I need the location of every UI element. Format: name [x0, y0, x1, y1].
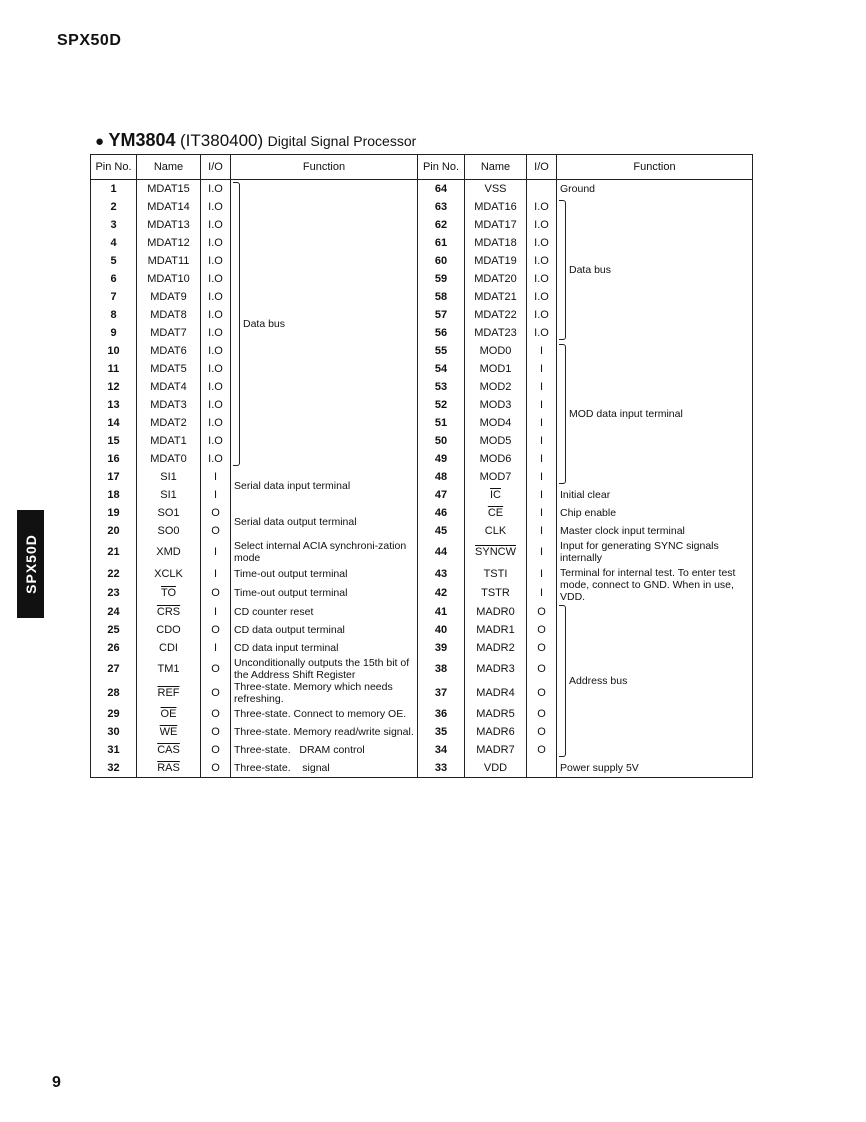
pin-no: 20	[91, 522, 137, 540]
function-label: Data bus	[243, 318, 286, 330]
pin-name: MDAT0	[137, 450, 201, 468]
pin-name: MADR1	[465, 621, 527, 639]
pin-io: O	[527, 657, 557, 681]
pin-io: I.O	[201, 288, 231, 306]
pin-io: I.O	[201, 342, 231, 360]
pin-io: O	[201, 681, 231, 705]
pin-name: CDI	[137, 639, 201, 657]
pin-io: I	[527, 396, 557, 414]
pin-no: 24	[91, 603, 137, 621]
pin-io: O	[201, 584, 231, 604]
pin-io: I.O	[201, 378, 231, 396]
function-text: Power supply 5V	[557, 759, 753, 778]
pin-no: 27	[91, 657, 137, 681]
pin-no: 47	[418, 486, 465, 504]
pin-no: 25	[91, 621, 137, 639]
function-text: CD counter reset	[231, 603, 418, 621]
pin-io: I.O	[201, 396, 231, 414]
function-text: Time-out output terminal	[231, 584, 418, 604]
pin-io: I	[527, 432, 557, 450]
pin-name: TSTR	[465, 584, 527, 604]
pin-io: I	[527, 522, 557, 540]
pin-no: 9	[91, 324, 137, 342]
function-address-bus	[557, 603, 753, 759]
function-text: Unconditionally outputs the 15th bit of the Address Shift Register	[231, 657, 418, 681]
pin-name: $\overline{CRS}$	[137, 603, 201, 621]
pin-io: I.O	[527, 324, 557, 342]
pin-io: I.O	[201, 180, 231, 199]
pin-io: I	[527, 564, 557, 584]
section-title	[95, 130, 416, 151]
pin-io: I	[527, 486, 557, 504]
function-text: Three-state. Memory read/write signal.	[231, 723, 418, 741]
pin-io: I.O	[527, 252, 557, 270]
pin-io: I	[201, 639, 231, 657]
table-row	[91, 522, 753, 540]
function-label: Address bus	[569, 675, 628, 687]
pin-no: 12	[91, 378, 137, 396]
pin-name: MDAT14	[137, 198, 201, 216]
pin-name: XMD	[137, 540, 201, 564]
pin-io: I.O	[201, 450, 231, 468]
pin-name: MDAT19	[465, 252, 527, 270]
pin-io: I	[527, 450, 557, 468]
pin-io: I	[527, 414, 557, 432]
function-text: Input for generating SYNC signals internally	[557, 540, 753, 564]
pin-no: 34	[418, 741, 465, 759]
pin-no: 6	[91, 270, 137, 288]
pin-io: I.O	[201, 360, 231, 378]
pin-table	[90, 154, 753, 778]
pin-name: MDAT21	[465, 288, 527, 306]
pin-name: MDAT7	[137, 324, 201, 342]
pin-name: CLK	[465, 522, 527, 540]
function-text: Three-state. Connect to memory OE.	[231, 705, 418, 723]
pin-io: O	[201, 741, 231, 759]
pin-name: XCLK	[137, 564, 201, 584]
pin-name: MADR6	[465, 723, 527, 741]
pin-io: I	[527, 540, 557, 564]
pin-name: $\overline{OE}$	[137, 705, 201, 723]
pin-io: I	[527, 584, 557, 604]
pin-name: TM1	[137, 657, 201, 681]
pin-io: I	[201, 486, 231, 504]
function-text: Serial data output terminal	[231, 504, 418, 540]
pin-no: 40	[418, 621, 465, 639]
function-text	[231, 759, 418, 778]
col-header: Name	[465, 155, 527, 180]
function-text: CD data output terminal	[231, 621, 418, 639]
pin-no: 56	[418, 324, 465, 342]
pin-name: MDAT23	[465, 324, 527, 342]
pin-name: MDAT10	[137, 270, 201, 288]
pin-io: I	[527, 468, 557, 486]
pin-io: I.O	[201, 324, 231, 342]
pin-io: I.O	[201, 198, 231, 216]
pin-no: 57	[418, 306, 465, 324]
pin-no: 59	[418, 270, 465, 288]
pin-name: CDO	[137, 621, 201, 639]
pin-io: I	[527, 504, 557, 522]
pin-io: O	[527, 723, 557, 741]
pin-no: 30	[91, 723, 137, 741]
pin-name: MADR4	[465, 681, 527, 705]
pin-name: MOD1	[465, 360, 527, 378]
pin-io: O	[527, 603, 557, 621]
pin-no: 31	[91, 741, 137, 759]
side-tab	[17, 510, 44, 618]
pin-io: I	[201, 564, 231, 584]
pin-name: $\overline{REF}$	[137, 681, 201, 705]
function-text: Serial data input terminal	[231, 468, 418, 504]
pin-name: MDAT16	[465, 198, 527, 216]
pin-name: MDAT17	[465, 216, 527, 234]
pin-name: SO1	[137, 504, 201, 522]
pin-name: SI1	[137, 468, 201, 486]
function-text: Initial clear	[557, 486, 753, 504]
pin-name: MADR2	[465, 639, 527, 657]
pin-name: SO0	[137, 522, 201, 540]
pin-name: MDAT18	[465, 234, 527, 252]
brace	[559, 200, 566, 340]
pin-io: I.O	[201, 414, 231, 432]
pin-io: I.O	[201, 252, 231, 270]
brace	[233, 182, 240, 466]
pin-no: 26	[91, 639, 137, 657]
pin-no: 4	[91, 234, 137, 252]
pin-io: I.O	[201, 432, 231, 450]
function-text-cas: Three-state.	[234, 744, 291, 756]
pin-no: 64	[418, 180, 465, 199]
table-row	[91, 603, 753, 621]
pin-no: 50	[418, 432, 465, 450]
pin-name: $\overline{CE}$	[465, 504, 527, 522]
pin-no: 16	[91, 450, 137, 468]
pin-no: 37	[418, 681, 465, 705]
pin-name: $\overline{IC}$	[465, 486, 527, 504]
pin-name: MADR7	[465, 741, 527, 759]
function-text: Chip enable	[557, 504, 753, 522]
pin-name: MDAT22	[465, 306, 527, 324]
pin-no: 63	[418, 198, 465, 216]
pin-no: 33	[418, 759, 465, 778]
pin-io: O	[201, 759, 231, 778]
pin-no: 2	[91, 198, 137, 216]
pin-io: I	[527, 342, 557, 360]
col-header: Function	[557, 155, 753, 180]
pin-no: 18	[91, 486, 137, 504]
pin-io: O	[527, 639, 557, 657]
table-row	[91, 180, 753, 199]
pin-no: 49	[418, 450, 465, 468]
pin-name: MADR3	[465, 657, 527, 681]
pin-no: 54	[418, 360, 465, 378]
function-label: Data bus	[569, 264, 612, 276]
pin-no: 46	[418, 504, 465, 522]
table-row	[91, 504, 753, 522]
pin-no: 11	[91, 360, 137, 378]
pin-name: MDAT15	[137, 180, 201, 199]
pin-no: 48	[418, 468, 465, 486]
pin-io: O	[201, 621, 231, 639]
pin-name: MOD2	[465, 378, 527, 396]
pin-no: 42	[418, 584, 465, 604]
function-data-bus-right	[557, 198, 753, 342]
pin-name: MDAT9	[137, 288, 201, 306]
pin-name: MOD0	[465, 342, 527, 360]
page-header: SPX50D	[57, 32, 122, 49]
pin-name: MDAT13	[137, 216, 201, 234]
part-number: (IT380400)	[180, 131, 264, 150]
col-header: Name	[137, 155, 201, 180]
table-row	[91, 564, 753, 584]
pin-name: $\overline{TO}$	[137, 584, 201, 604]
col-header: Function	[231, 155, 418, 180]
pin-io: I.O	[527, 234, 557, 252]
pin-name: MDAT12	[137, 234, 201, 252]
pin-io: O	[201, 723, 231, 741]
col-header: Pin No.	[91, 155, 137, 180]
pin-name: SI1	[137, 486, 201, 504]
chip-name: YM3804	[108, 130, 176, 150]
function-text: Master clock input terminal	[557, 522, 753, 540]
function-label: MOD data input terminal	[569, 408, 683, 420]
pin-no: 5	[91, 252, 137, 270]
function-text: Ground	[557, 180, 753, 199]
pin-no: 22	[91, 564, 137, 584]
pin-io: O	[527, 681, 557, 705]
pin-no: 55	[418, 342, 465, 360]
function-data-bus-left	[231, 180, 418, 469]
pin-name: MDAT2	[137, 414, 201, 432]
function-text: CD data input terminal	[231, 639, 418, 657]
dram-control-label: DRAM control	[299, 744, 365, 756]
pin-io: I	[201, 540, 231, 564]
pin-io: O	[201, 522, 231, 540]
col-header: I/O	[201, 155, 231, 180]
pin-name: MDAT6	[137, 342, 201, 360]
pin-no: 15	[91, 432, 137, 450]
table-row	[91, 486, 753, 504]
pin-name: $\overline{RAS}$	[137, 759, 201, 778]
function-text: Select internal ACIA synchroni-zation mode	[231, 540, 418, 564]
col-header: Pin No.	[418, 155, 465, 180]
pin-name: VDD	[465, 759, 527, 778]
pin-name: MOD4	[465, 414, 527, 432]
pin-name: MDAT3	[137, 396, 201, 414]
pin-name: TSTI	[465, 564, 527, 584]
pin-name: MOD5	[465, 432, 527, 450]
pin-io	[527, 759, 557, 778]
pin-no: 44	[418, 540, 465, 564]
pin-no: 8	[91, 306, 137, 324]
pin-name: $\overline{WE}$	[137, 723, 201, 741]
page-number: 9	[52, 1074, 61, 1091]
pin-no: 21	[91, 540, 137, 564]
pin-io: O	[201, 657, 231, 681]
pin-io: I.O	[527, 270, 557, 288]
pin-no: 35	[418, 723, 465, 741]
pin-no: 39	[418, 639, 465, 657]
pin-name: MOD7	[465, 468, 527, 486]
pin-io: I	[201, 468, 231, 486]
pin-name: MADR0	[465, 603, 527, 621]
pin-name: VSS	[465, 180, 527, 199]
pin-io: O	[201, 504, 231, 522]
pin-name: MDAT1	[137, 432, 201, 450]
pin-no: 60	[418, 252, 465, 270]
pin-io: I.O	[527, 198, 557, 216]
pin-no: 61	[418, 234, 465, 252]
pin-name: MADR5	[465, 705, 527, 723]
chip-description: Digital Signal Processor	[267, 133, 417, 149]
pin-name: MDAT5	[137, 360, 201, 378]
pin-no: 38	[418, 657, 465, 681]
bullet-icon: ●	[95, 133, 105, 150]
pin-io: O	[201, 705, 231, 723]
pin-no: 58	[418, 288, 465, 306]
pin-no: 51	[418, 414, 465, 432]
pin-no: 7	[91, 288, 137, 306]
pin-name: MDAT4	[137, 378, 201, 396]
pin-name: $\overline{CAS}$	[137, 741, 201, 759]
pin-io: O	[527, 705, 557, 723]
pin-no: 32	[91, 759, 137, 778]
pin-name: MOD3	[465, 396, 527, 414]
pin-io: I.O	[201, 306, 231, 324]
table-row	[91, 759, 753, 778]
function-text-ras: Three-state.	[234, 762, 291, 774]
table-row	[91, 540, 753, 564]
pin-io: I	[201, 603, 231, 621]
pin-name: MDAT8	[137, 306, 201, 324]
function-mod-input	[557, 342, 753, 486]
pin-no: 45	[418, 522, 465, 540]
table-row	[91, 342, 753, 360]
pin-io: I.O	[527, 216, 557, 234]
pin-io: I.O	[201, 234, 231, 252]
pin-io: O	[527, 621, 557, 639]
pin-no: 23	[91, 584, 137, 604]
function-text: Time-out output terminal	[231, 564, 418, 584]
pin-no: 19	[91, 504, 137, 522]
pin-no: 28	[91, 681, 137, 705]
brace	[559, 605, 566, 757]
pin-io: O	[527, 741, 557, 759]
signal-label: signal	[302, 762, 330, 774]
table-row	[91, 198, 753, 216]
brace	[559, 344, 566, 484]
pin-no: 10	[91, 342, 137, 360]
function-text: Three-state. Memory which needs refreshing.	[231, 681, 418, 705]
pin-io: I.O	[201, 270, 231, 288]
pin-no: 62	[418, 216, 465, 234]
col-header: I/O	[527, 155, 557, 180]
pin-name: MDAT11	[137, 252, 201, 270]
pin-name: MDAT20	[465, 270, 527, 288]
pin-no: 41	[418, 603, 465, 621]
pin-no: 53	[418, 378, 465, 396]
pin-io: I.O	[527, 288, 557, 306]
pin-name: MOD6	[465, 450, 527, 468]
pin-io: I	[527, 360, 557, 378]
pin-no: 36	[418, 705, 465, 723]
pin-io: I.O	[201, 216, 231, 234]
function-text	[231, 741, 418, 759]
side-tab-label: SPX50D	[22, 534, 39, 594]
pin-no: 29	[91, 705, 137, 723]
function-text: Terminal for internal test. To enter test mode, connect to GND. When in use, VDD.	[557, 564, 753, 603]
pin-no: 13	[91, 396, 137, 414]
pin-name: SYNCW	[465, 540, 527, 564]
pin-no: 52	[418, 396, 465, 414]
pin-no: 14	[91, 414, 137, 432]
pin-no: 1	[91, 180, 137, 199]
pin-io	[527, 180, 557, 199]
table-header-row	[91, 155, 753, 180]
pin-no: 17	[91, 468, 137, 486]
pin-io: I	[527, 378, 557, 396]
pin-io: I.O	[527, 306, 557, 324]
pin-no: 3	[91, 216, 137, 234]
pin-no: 43	[418, 564, 465, 584]
